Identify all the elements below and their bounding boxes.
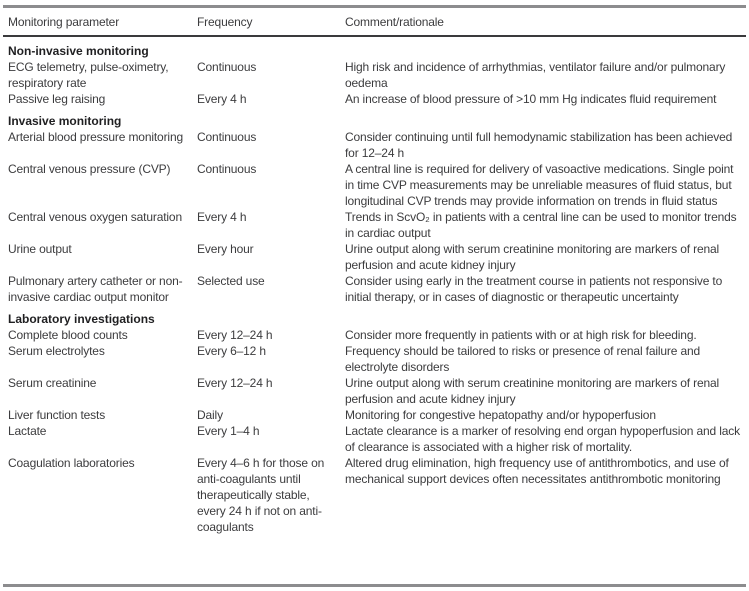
cell-comment-rationale: Consider continuing until full hemodynamic stabilization has been achieved for 12–24 h [345, 130, 733, 160]
cell-frequency: Continuous [197, 162, 257, 176]
table-row [0, 455, 749, 535]
table-row [0, 91, 749, 107]
table-row [0, 241, 749, 273]
cell-monitoring-parameter: Central venous oxygen saturation [8, 210, 182, 224]
table-header-row [0, 8, 749, 35]
table-row [0, 161, 749, 209]
table-row [0, 423, 749, 455]
column-header-frequency: Frequency [197, 15, 253, 29]
column-header-comment-rationale: Comment/rationale [345, 15, 444, 29]
section-header: Invasive monitoring [8, 114, 122, 128]
cell-frequency: Every 6–12 h [197, 344, 266, 358]
cell-frequency: Every 4 h [197, 92, 247, 106]
cell-monitoring-parameter: Passive leg raising [8, 92, 106, 106]
cell-monitoring-parameter: Liver function tests [8, 408, 106, 422]
cell-frequency: Every hour [197, 242, 254, 256]
table-row [0, 129, 749, 161]
cell-comment-rationale: Consider more frequently in patients with or at high risk for bleeding. [345, 328, 697, 342]
cell-comment-rationale: Urine output along with serum creatinine monitoring are markers of renal perfusion and acute kidney injury [345, 242, 720, 272]
section-header: Non-invasive monitoring [8, 44, 149, 58]
cell-comment-rationale: Trends in ScvO₂ in patients with a central line can be used to monitor trends in cardiac output [345, 210, 737, 240]
table-row [0, 375, 749, 407]
cell-comment-rationale: Consider using early in the treatment course in patients not responsive to initial therapy, or in cases of diagnostic or therapeutic uncertainty [345, 274, 723, 304]
cell-comment-rationale: Monitoring for congestive hepatopathy and/or hypoperfusion [345, 408, 656, 422]
cell-frequency: Every 12–24 h [197, 328, 273, 342]
cell-frequency: Every 4–6 h for those on anti-coagulants until therapeutically stable, every 24 h if not on anti-coagulants [197, 456, 325, 534]
table-row [0, 273, 749, 305]
table-row [0, 407, 749, 423]
table-row [0, 59, 749, 91]
cell-monitoring-parameter: Coagulation laboratories [8, 456, 135, 470]
cell-frequency: Continuous [197, 60, 257, 74]
cell-monitoring-parameter: ECG telemetry, pulse-oximetry, respiratory rate [8, 60, 169, 90]
table-body [0, 37, 749, 535]
cell-monitoring-parameter: Urine output [8, 242, 72, 256]
cell-frequency: Every 12–24 h [197, 376, 273, 390]
cell-monitoring-parameter: Serum electrolytes [8, 344, 105, 358]
cell-frequency: Every 4 h [197, 210, 247, 224]
cell-frequency: Every 1–4 h [197, 424, 260, 438]
cell-frequency: Continuous [197, 130, 257, 144]
cell-monitoring-parameter: Pulmonary artery catheter or non-invasive cardiac output monitor [8, 274, 183, 304]
cell-monitoring-parameter: Lactate [8, 424, 47, 438]
cell-comment-rationale: Frequency should be tailored to risks or presence of renal failure and electrolyte disorders [345, 344, 701, 374]
table-bottom-rule [3, 584, 746, 587]
section-header: Laboratory investigations [8, 312, 155, 326]
table-row [0, 327, 749, 343]
table-row [0, 343, 749, 375]
cell-comment-rationale: An increase of blood pressure of >10 mm Hg indicates fluid requirement [345, 92, 717, 106]
cell-comment-rationale: A central line is required for delivery of vasoactive medications. Single point in time CVP measurements may be unreliable measures of fluid status, but longitudinal CVP trends may provide information on trends in fluid status [345, 162, 734, 208]
cell-monitoring-parameter: Serum creatinine [8, 376, 97, 390]
cell-frequency: Daily [197, 408, 223, 422]
cell-monitoring-parameter: Arterial blood pressure monitoring [8, 130, 183, 144]
cell-comment-rationale: Lactate clearance is a marker of resolving end organ hypoperfusion and lack of clearance is associated with a higher risk of mortality. [345, 424, 740, 454]
cell-monitoring-parameter: Complete blood counts [8, 328, 128, 342]
table-row [0, 209, 749, 241]
cell-frequency: Selected use [197, 274, 265, 288]
column-header-monitoring-parameter: Monitoring parameter [8, 15, 120, 29]
cell-comment-rationale: High risk and incidence of arrhythmias, ventilator failure and/or pulmonary oedema [345, 60, 726, 90]
cell-comment-rationale: Altered drug elimination, high frequency use of antithrombotics, and use of mechanical support devices often necessitates antithrombotic monitoring [345, 456, 729, 486]
cell-monitoring-parameter: Central venous pressure (CVP) [8, 162, 171, 176]
cell-comment-rationale: Urine output along with serum creatinine monitoring are markers of renal perfusion and acute kidney injury [345, 376, 720, 406]
